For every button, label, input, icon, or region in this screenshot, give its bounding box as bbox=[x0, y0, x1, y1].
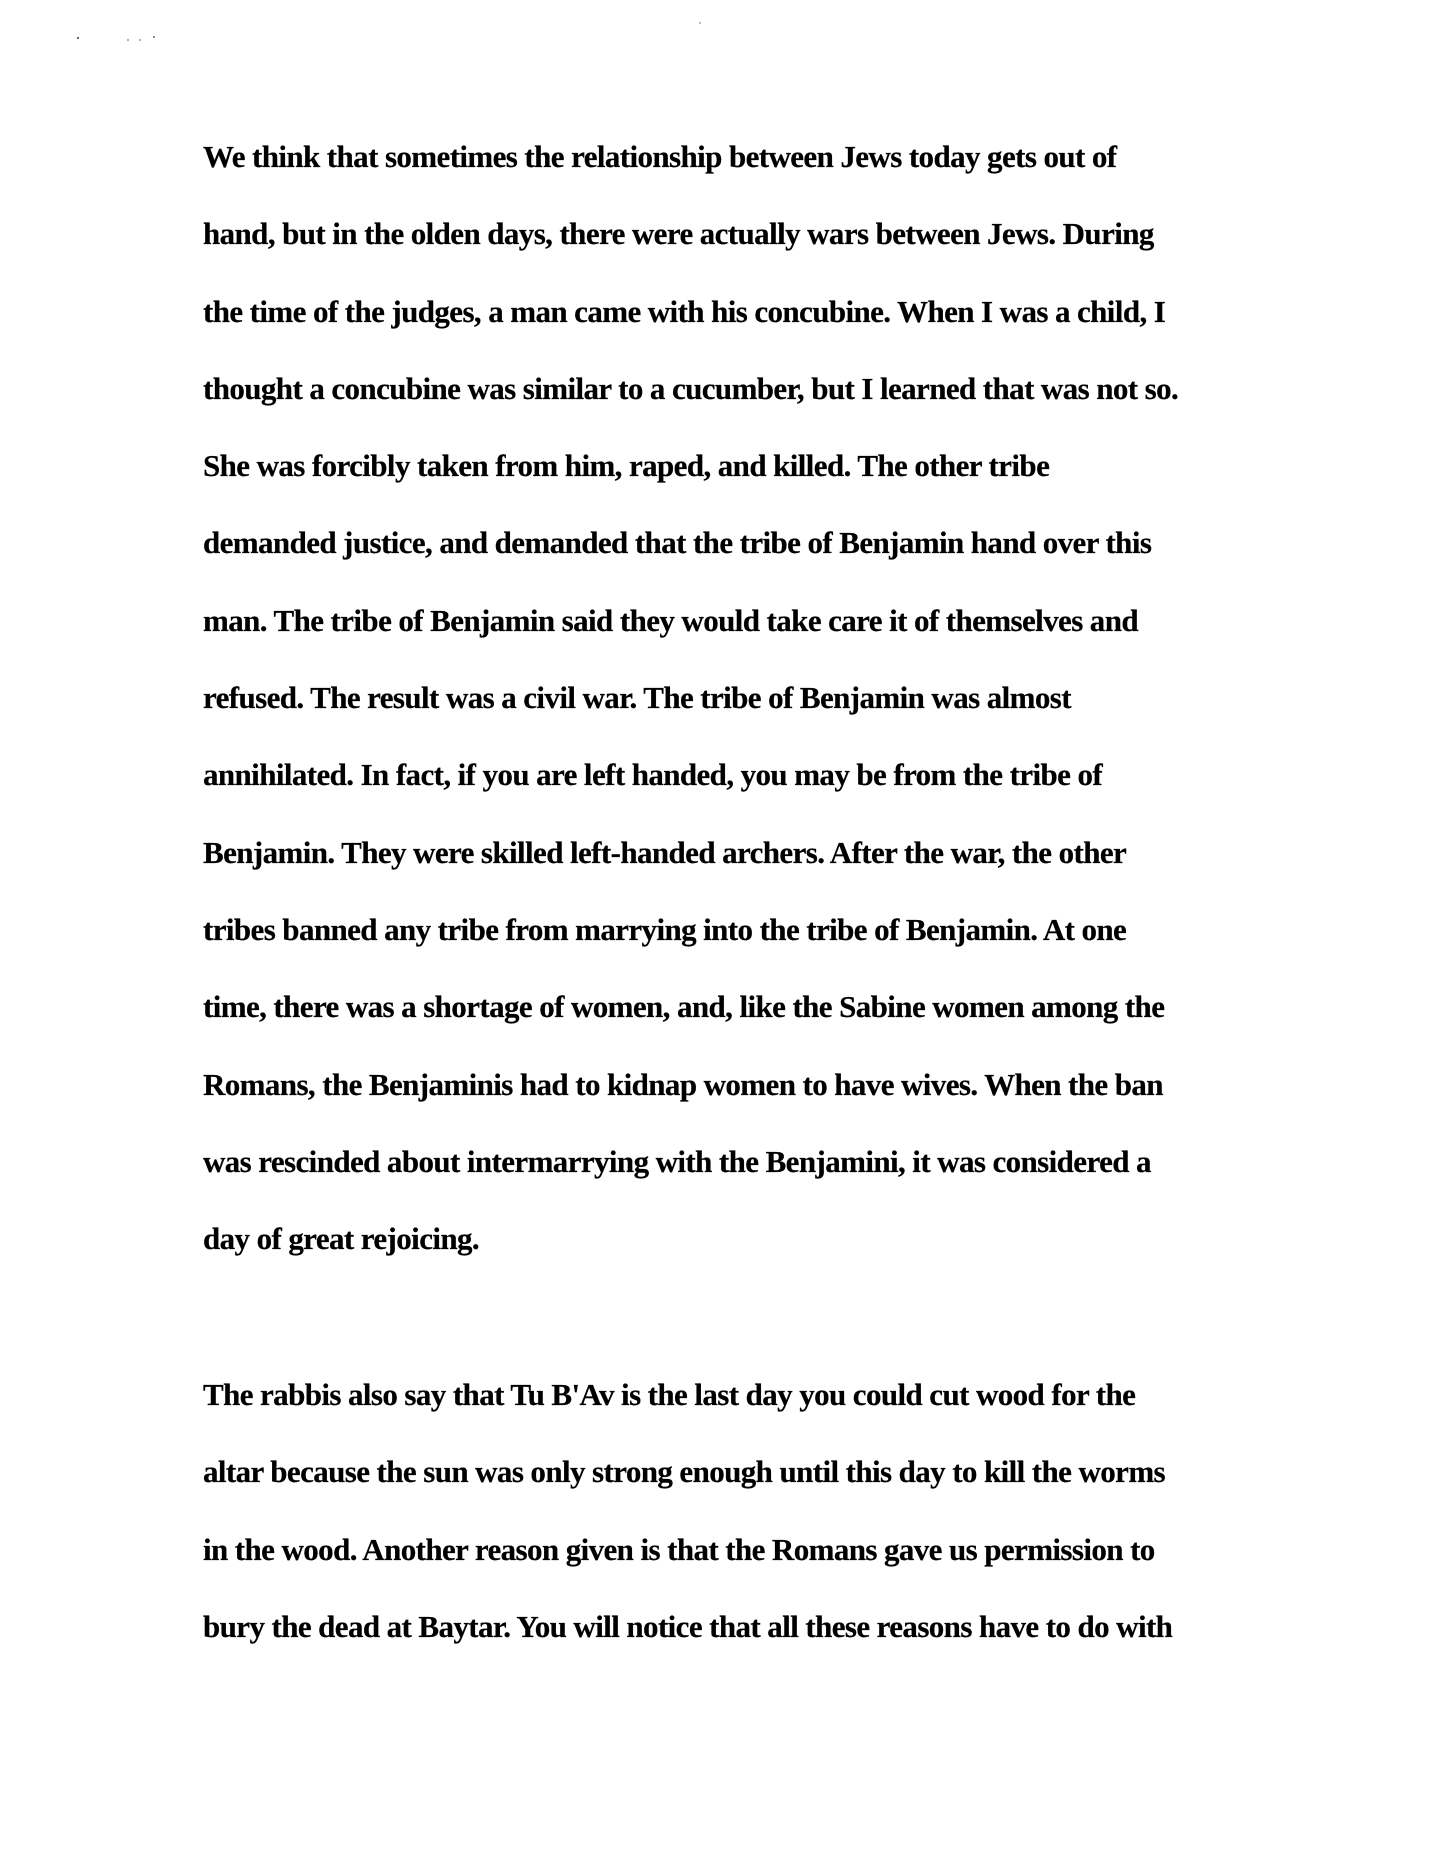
paragraph-2 bbox=[203, 1356, 1213, 1665]
text-line: thought a concubine was similar to a cucumber, but I learned that was not so. bbox=[203, 370, 1179, 406]
scan-speck bbox=[153, 36, 155, 38]
text-line: in the wood. Another reason given is that the Romans gave us permission to bbox=[203, 1531, 1155, 1567]
paragraph-1 bbox=[203, 118, 1213, 1277]
scan-speck bbox=[139, 39, 141, 41]
text-line: time, there was a shortage of women, and, like the Sabine women among the bbox=[203, 989, 1165, 1025]
text-line: day of great rejoicing. bbox=[203, 1221, 480, 1257]
text-line: demanded justice, and demanded that the tribe of Benjamin hand over this bbox=[203, 525, 1152, 561]
text-line: bury the dead at Baytar. You will notice that all these reasons have to do with bbox=[203, 1608, 1173, 1644]
scan-speck bbox=[127, 39, 129, 41]
text-line: The rabbis also say that Tu B'Av is the last day you could cut wood for the bbox=[203, 1377, 1136, 1412]
text-line: refused. The result was a civil war. The tribe of Benjamin was almost bbox=[203, 680, 1071, 716]
text-line: altar because the sun was only strong enough until this day to kill the worms bbox=[203, 1454, 1166, 1490]
text-line: was rescinded about intermarrying with the Benjamini, it was considered a bbox=[203, 1143, 1151, 1179]
text-line: We think that sometimes the relationship between Jews today gets out of bbox=[203, 139, 1117, 174]
text-line: man. The tribe of Benjamin said they would take care it of themselves and bbox=[203, 602, 1138, 638]
scan-speck bbox=[699, 22, 701, 24]
scan-specks bbox=[0, 0, 1430, 60]
text-line: She was forcibly taken from him, raped, and killed. The other tribe bbox=[203, 448, 1050, 484]
text-line: the time of the judges, a man came with his concubine. When I was a child, I bbox=[203, 293, 1166, 329]
text-line: Romans, the Benjaminis had to kidnap women to have wives. When the ban bbox=[203, 1066, 1163, 1102]
scan-speck bbox=[77, 37, 79, 39]
text-line: Benjamin. They were skilled left-handed archers. After the war, the other bbox=[203, 834, 1127, 870]
text-line: tribes banned any tribe from marrying into the tribe of Benjamin. At one bbox=[203, 911, 1127, 947]
text-line: annihilated. In fact, if you are left handed, you may be from the tribe of bbox=[203, 757, 1103, 793]
text-line: hand, but in the olden days, there were actually wars between Jews. During bbox=[203, 216, 1154, 252]
